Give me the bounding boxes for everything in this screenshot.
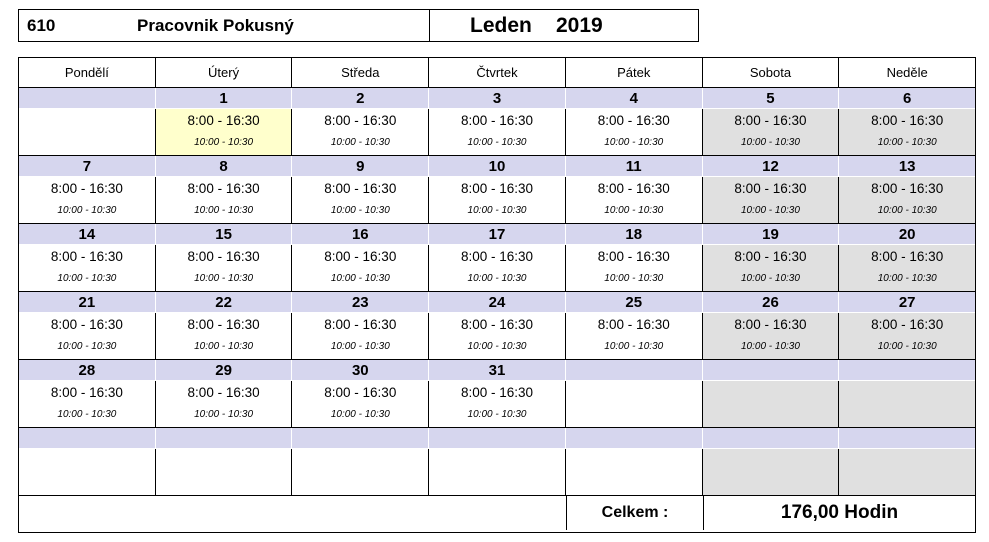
weekday-sunday: Neděle bbox=[886, 65, 928, 80]
weekday-saturday: Sobota bbox=[703, 58, 840, 87]
day-body-row bbox=[19, 381, 975, 428]
shift-time: 8:00 - 16:30 bbox=[871, 113, 944, 128]
day-number: 2 bbox=[292, 88, 429, 108]
day-cell[interactable] bbox=[429, 381, 566, 427]
shift-time: 8:00 - 16:30 bbox=[460, 113, 534, 128]
year-label: 2019 bbox=[556, 14, 603, 37]
break-time: 10:00 - 10:30 bbox=[57, 341, 117, 352]
shift-time: 8:00 - 16:30 bbox=[324, 113, 397, 128]
calendar-grid bbox=[18, 57, 976, 533]
break-time: 10:00 - 10:30 bbox=[604, 273, 664, 284]
day-number: 17 bbox=[429, 224, 566, 244]
day-number: 8 bbox=[156, 156, 293, 176]
day-cell[interactable] bbox=[19, 381, 156, 427]
shift-time: 8:00 - 16:30 bbox=[597, 181, 670, 196]
break-time: 10:00 - 10:30 bbox=[57, 205, 117, 216]
day-cell[interactable] bbox=[566, 177, 703, 223]
shift-time: 8:00 - 16:30 bbox=[187, 249, 260, 264]
day-cell[interactable] bbox=[839, 177, 975, 223]
day-cell[interactable] bbox=[156, 245, 293, 291]
day-number: 25 bbox=[566, 292, 703, 312]
shift-time: 8:00 - 16:30 bbox=[871, 181, 944, 196]
day-number-band bbox=[19, 292, 975, 313]
day-cell[interactable] bbox=[19, 109, 156, 155]
employee-id: 610 bbox=[27, 16, 56, 35]
day-number bbox=[566, 428, 703, 448]
shift-time: 8:00 - 16:30 bbox=[187, 181, 260, 196]
break-time: 10:00 - 10:30 bbox=[740, 341, 800, 352]
weekday-thursday: Čtvrtek bbox=[429, 58, 566, 87]
day-cell[interactable] bbox=[839, 449, 975, 495]
day-number bbox=[292, 428, 429, 448]
total-value: 176,00 Hodin bbox=[780, 502, 899, 523]
shift-time: 8:00 - 16:30 bbox=[460, 317, 534, 332]
weekday-header-row bbox=[19, 58, 975, 88]
shift-time: 8:00 - 16:30 bbox=[871, 317, 944, 332]
shift-time: 8:00 - 16:30 bbox=[324, 181, 397, 196]
day-number: 6 bbox=[903, 90, 912, 107]
day-cell[interactable] bbox=[566, 313, 703, 359]
employee-cell bbox=[19, 10, 430, 41]
shift-time: 8:00 - 16:30 bbox=[597, 249, 670, 264]
day-number: 15 bbox=[156, 224, 293, 244]
break-time: 10:00 - 10:30 bbox=[57, 409, 117, 420]
week-row bbox=[19, 292, 975, 360]
day-cell[interactable] bbox=[292, 245, 429, 291]
day-number: 11 bbox=[566, 156, 703, 176]
day-cell[interactable] bbox=[292, 109, 429, 155]
break-time: 10:00 - 10:30 bbox=[57, 273, 117, 284]
total-row bbox=[19, 496, 975, 530]
break-time: 10:00 - 10:30 bbox=[330, 341, 390, 352]
day-cell[interactable] bbox=[566, 449, 703, 495]
shift-time: 8:00 - 16:30 bbox=[324, 249, 397, 264]
day-cell[interactable] bbox=[839, 381, 975, 427]
break-time: 10:00 - 10:30 bbox=[604, 205, 664, 216]
shift-time: 8:00 - 16:30 bbox=[734, 181, 807, 196]
day-body-row bbox=[19, 245, 975, 292]
total-spacer bbox=[19, 496, 567, 530]
shift-time: 8:00 - 16:30 bbox=[597, 317, 670, 332]
period-cell bbox=[430, 10, 698, 41]
break-time: 10:00 - 10:30 bbox=[194, 137, 254, 148]
day-body-row bbox=[19, 313, 975, 360]
break-time: 10:00 - 10:30 bbox=[877, 341, 937, 352]
day-number bbox=[703, 428, 840, 448]
shift-time: 8:00 - 16:30 bbox=[597, 113, 670, 128]
day-number bbox=[839, 428, 975, 448]
day-number bbox=[19, 88, 156, 108]
day-cell[interactable] bbox=[566, 381, 703, 427]
weekday-tuesday: Úterý bbox=[156, 58, 293, 87]
day-cell[interactable] bbox=[429, 177, 566, 223]
break-time: 10:00 - 10:30 bbox=[877, 273, 937, 284]
weekday-monday: Pondělí bbox=[19, 58, 156, 87]
break-time: 10:00 - 10:30 bbox=[467, 137, 527, 148]
day-cell[interactable] bbox=[292, 381, 429, 427]
break-time: 10:00 - 10:30 bbox=[467, 341, 527, 352]
shift-time: 8:00 - 16:30 bbox=[187, 113, 260, 128]
day-number bbox=[19, 428, 156, 448]
day-number bbox=[429, 428, 566, 448]
shift-time: 8:00 - 16:30 bbox=[460, 385, 534, 400]
shift-time: 8:00 - 16:30 bbox=[734, 317, 807, 332]
day-number: 9 bbox=[292, 156, 429, 176]
day-number: 19 bbox=[703, 224, 840, 244]
day-number: 7 bbox=[19, 156, 156, 176]
day-number: 24 bbox=[429, 292, 566, 312]
day-number: 20 bbox=[898, 226, 916, 243]
break-time: 10:00 - 10:30 bbox=[740, 205, 800, 216]
day-cell[interactable] bbox=[156, 109, 293, 155]
day-number-band bbox=[19, 428, 975, 449]
day-number: 26 bbox=[703, 292, 840, 312]
break-time: 10:00 - 10:30 bbox=[604, 137, 664, 148]
break-time: 10:00 - 10:30 bbox=[467, 205, 527, 216]
day-number: 27 bbox=[898, 294, 916, 311]
day-cell[interactable] bbox=[429, 109, 566, 155]
day-cell[interactable] bbox=[19, 245, 156, 291]
day-cell[interactable] bbox=[156, 381, 293, 427]
day-number: 29 bbox=[156, 360, 293, 380]
shift-time: 8:00 - 16:30 bbox=[460, 249, 534, 264]
day-cell[interactable] bbox=[703, 381, 840, 427]
day-number: 18 bbox=[566, 224, 703, 244]
day-cell[interactable] bbox=[19, 313, 156, 359]
day-cell[interactable] bbox=[156, 449, 293, 495]
break-time: 10:00 - 10:30 bbox=[194, 205, 254, 216]
shift-time: 8:00 - 16:30 bbox=[734, 249, 807, 264]
day-number bbox=[839, 360, 975, 380]
shift-time: 8:00 - 16:30 bbox=[50, 385, 123, 400]
day-number: 21 bbox=[19, 292, 156, 312]
day-cell[interactable] bbox=[19, 449, 156, 495]
shift-time: 8:00 - 16:30 bbox=[50, 249, 123, 264]
break-time: 10:00 - 10:30 bbox=[330, 409, 390, 420]
break-time: 10:00 - 10:30 bbox=[330, 205, 390, 216]
break-time: 10:00 - 10:30 bbox=[877, 137, 937, 148]
day-number bbox=[566, 360, 703, 380]
day-number bbox=[703, 360, 840, 380]
day-cell[interactable] bbox=[292, 313, 429, 359]
day-number: 28 bbox=[19, 360, 156, 380]
day-number: 5 bbox=[703, 88, 840, 108]
break-time: 10:00 - 10:30 bbox=[877, 205, 937, 216]
day-cell[interactable] bbox=[703, 449, 840, 495]
timesheet-header bbox=[18, 9, 699, 42]
break-time: 10:00 - 10:30 bbox=[330, 137, 390, 148]
day-cell[interactable] bbox=[566, 109, 703, 155]
break-time: 10:00 - 10:30 bbox=[330, 273, 390, 284]
day-cell[interactable] bbox=[429, 245, 566, 291]
break-time: 10:00 - 10:30 bbox=[467, 273, 527, 284]
break-time: 10:00 - 10:30 bbox=[194, 273, 254, 284]
week-row bbox=[19, 88, 975, 156]
day-cell[interactable] bbox=[19, 177, 156, 223]
day-number-band bbox=[19, 360, 975, 381]
shift-time: 8:00 - 16:30 bbox=[324, 317, 397, 332]
day-number: 31 bbox=[429, 360, 566, 380]
day-cell[interactable] bbox=[703, 177, 840, 223]
day-number: 3 bbox=[429, 88, 566, 108]
break-time: 10:00 - 10:30 bbox=[194, 409, 254, 420]
day-number-band bbox=[19, 224, 975, 245]
shift-time: 8:00 - 16:30 bbox=[50, 181, 123, 196]
weeks-container bbox=[19, 88, 975, 496]
day-body-row bbox=[19, 449, 975, 496]
day-number: 10 bbox=[429, 156, 566, 176]
day-cell[interactable] bbox=[703, 109, 840, 155]
day-cell[interactable] bbox=[156, 313, 293, 359]
day-cell[interactable] bbox=[566, 245, 703, 291]
day-cell[interactable] bbox=[156, 177, 293, 223]
day-cell[interactable] bbox=[429, 449, 566, 495]
break-time: 10:00 - 10:30 bbox=[194, 341, 254, 352]
shift-time: 8:00 - 16:30 bbox=[187, 317, 260, 332]
day-number bbox=[156, 428, 293, 448]
shift-time: 8:00 - 16:30 bbox=[734, 113, 807, 128]
day-number: 14 bbox=[19, 224, 156, 244]
total-label: Celkem : bbox=[567, 496, 704, 530]
day-number: 1 bbox=[156, 88, 293, 108]
day-cell[interactable] bbox=[839, 109, 975, 155]
shift-time: 8:00 - 16:30 bbox=[871, 249, 944, 264]
shift-time: 8:00 - 16:30 bbox=[187, 385, 260, 400]
break-time: 10:00 - 10:30 bbox=[467, 409, 527, 420]
employee-name: Pracovnik Pokusný bbox=[137, 16, 294, 35]
day-body-row bbox=[19, 109, 975, 156]
shift-time: 8:00 - 16:30 bbox=[324, 385, 397, 400]
shift-time: 8:00 - 16:30 bbox=[50, 317, 123, 332]
day-number: 4 bbox=[566, 88, 703, 108]
break-time: 10:00 - 10:30 bbox=[604, 341, 664, 352]
day-cell[interactable] bbox=[292, 177, 429, 223]
weekday-wednesday: Středa bbox=[292, 58, 429, 87]
month-label: Leden bbox=[470, 14, 532, 37]
day-number: 23 bbox=[292, 292, 429, 312]
break-time: 10:00 - 10:30 bbox=[740, 137, 800, 148]
week-row bbox=[19, 428, 975, 496]
day-number-band bbox=[19, 88, 975, 109]
day-body-row bbox=[19, 177, 975, 224]
day-cell[interactable] bbox=[839, 313, 975, 359]
day-number: 30 bbox=[292, 360, 429, 380]
week-row bbox=[19, 224, 975, 292]
day-number: 22 bbox=[156, 292, 293, 312]
weekday-friday: Pátek bbox=[566, 58, 703, 87]
break-time: 10:00 - 10:30 bbox=[740, 273, 800, 284]
day-number: 16 bbox=[292, 224, 429, 244]
day-number-band bbox=[19, 156, 975, 177]
day-cell[interactable] bbox=[703, 313, 840, 359]
day-cell[interactable] bbox=[703, 245, 840, 291]
week-row bbox=[19, 360, 975, 428]
day-cell[interactable] bbox=[839, 245, 975, 291]
day-number: 12 bbox=[703, 156, 840, 176]
shift-time: 8:00 - 16:30 bbox=[460, 181, 534, 196]
day-cell[interactable] bbox=[429, 313, 566, 359]
week-row bbox=[19, 156, 975, 224]
day-cell[interactable] bbox=[292, 449, 429, 495]
day-number: 13 bbox=[898, 158, 916, 175]
